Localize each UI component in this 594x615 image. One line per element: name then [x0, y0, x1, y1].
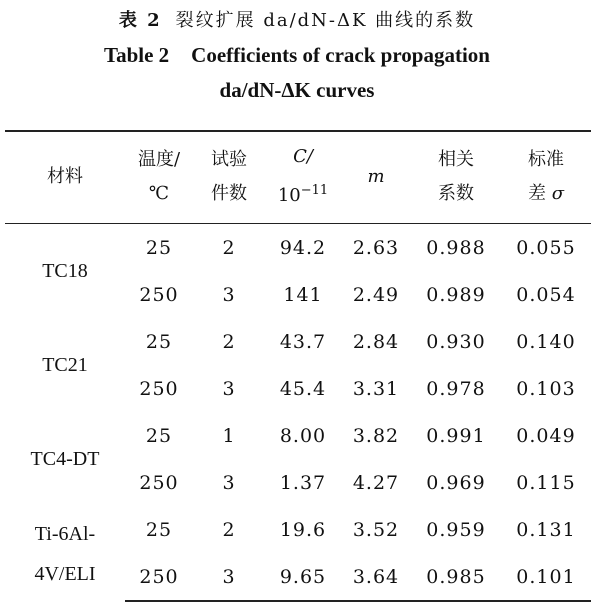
table-caption — [14, 0, 580, 118]
c-cell: 19.6 — [279, 518, 327, 541]
table-row — [5, 506, 591, 553]
temp-cell: 250 — [139, 471, 179, 494]
c-cell: 1.37 — [279, 471, 327, 494]
temp-cell: 25 — [145, 424, 173, 447]
c-cell: 9.65 — [265, 553, 341, 601]
std-cell: 0.055 — [516, 236, 576, 259]
material-cell: TC4-DT — [30, 448, 100, 470]
corr-cell: 0.991 — [426, 424, 486, 447]
caption-chinese — [14, 0, 580, 38]
header-material: 材料 — [5, 131, 125, 224]
count-cell: 3 — [222, 471, 236, 494]
m-cell: 2.84 — [352, 330, 400, 353]
m-cell: 4.27 — [352, 471, 400, 494]
std-cell: 0.131 — [516, 518, 576, 541]
m-cell: 2.49 — [352, 283, 400, 306]
corr-cell: 0.930 — [426, 330, 486, 353]
c-cell: 94.2 — [279, 236, 327, 259]
material-cell: Ti-6Al- 4V/ELI — [34, 522, 96, 585]
caption-cn-title: 裂纹扩展 da/dN-ΔK 曲线的系数 — [175, 10, 476, 31]
material-cell: TC21 — [42, 354, 88, 376]
std-cell: 0.049 — [516, 424, 576, 447]
m-cell: 3.64 — [341, 553, 411, 601]
std-cell: 0.101 — [501, 553, 591, 601]
m-cell: 2.63 — [352, 236, 400, 259]
temp-cell: 25 — [145, 330, 173, 353]
temp-cell: 25 — [145, 518, 173, 541]
m-cell: 3.52 — [352, 518, 400, 541]
header-row — [5, 131, 591, 224]
count-cell: 2 — [222, 236, 236, 259]
header-temperature: 温度/ ℃ — [125, 131, 193, 224]
header-correlation: 相关 系数 — [411, 131, 501, 224]
caption-english-line2 — [14, 73, 580, 108]
caption-en-title-line2: da/dN-ΔK curves — [219, 78, 375, 102]
material-cell: TC18 — [42, 260, 88, 282]
corr-cell: 0.969 — [426, 471, 486, 494]
c-cell: 8.00 — [279, 424, 327, 447]
count-cell: 2 — [222, 518, 236, 541]
temp-cell: 250 — [125, 553, 193, 601]
std-cell: 0.103 — [516, 377, 576, 400]
header-specimen-count: 试验 件数 — [193, 131, 265, 224]
temp-cell: 250 — [139, 377, 179, 400]
caption-en-title-line1: Coefficients of crack propagation — [191, 43, 490, 67]
corr-cell: 0.989 — [426, 283, 486, 306]
corr-cell: 0.988 — [426, 236, 486, 259]
table-row — [5, 224, 591, 272]
corr-cell: 0.959 — [426, 518, 486, 541]
header-std-dev: 标准 差 σ — [501, 131, 591, 224]
std-cell: 0.115 — [516, 471, 576, 494]
coefficients-table — [5, 130, 591, 602]
corr-cell: 0.985 — [411, 553, 501, 601]
c-cell: 43.7 — [279, 330, 327, 353]
c-cell: 141 — [283, 283, 323, 306]
temp-cell: 25 — [145, 236, 173, 259]
caption-en-label: Table 2 — [104, 43, 170, 67]
count-cell: 3 — [222, 377, 236, 400]
std-cell: 0.054 — [516, 283, 576, 306]
header-m: m — [341, 131, 411, 224]
table-row — [5, 412, 591, 459]
count-cell: 2 — [222, 330, 236, 353]
m-cell: 3.82 — [352, 424, 400, 447]
table-row — [5, 318, 591, 365]
temp-cell: 250 — [139, 283, 179, 306]
corr-cell: 0.978 — [426, 377, 486, 400]
std-cell: 0.140 — [516, 330, 576, 353]
count-cell: 1 — [222, 424, 236, 447]
caption-cn-label: 表 2 — [118, 10, 162, 31]
count-cell: 3 — [222, 283, 236, 306]
c-cell: 45.4 — [279, 377, 327, 400]
m-cell: 3.31 — [352, 377, 400, 400]
caption-english-line1 — [14, 38, 580, 73]
header-c: C/ $10^{-11}$ — [265, 131, 341, 224]
count-cell: 3 — [193, 553, 265, 601]
